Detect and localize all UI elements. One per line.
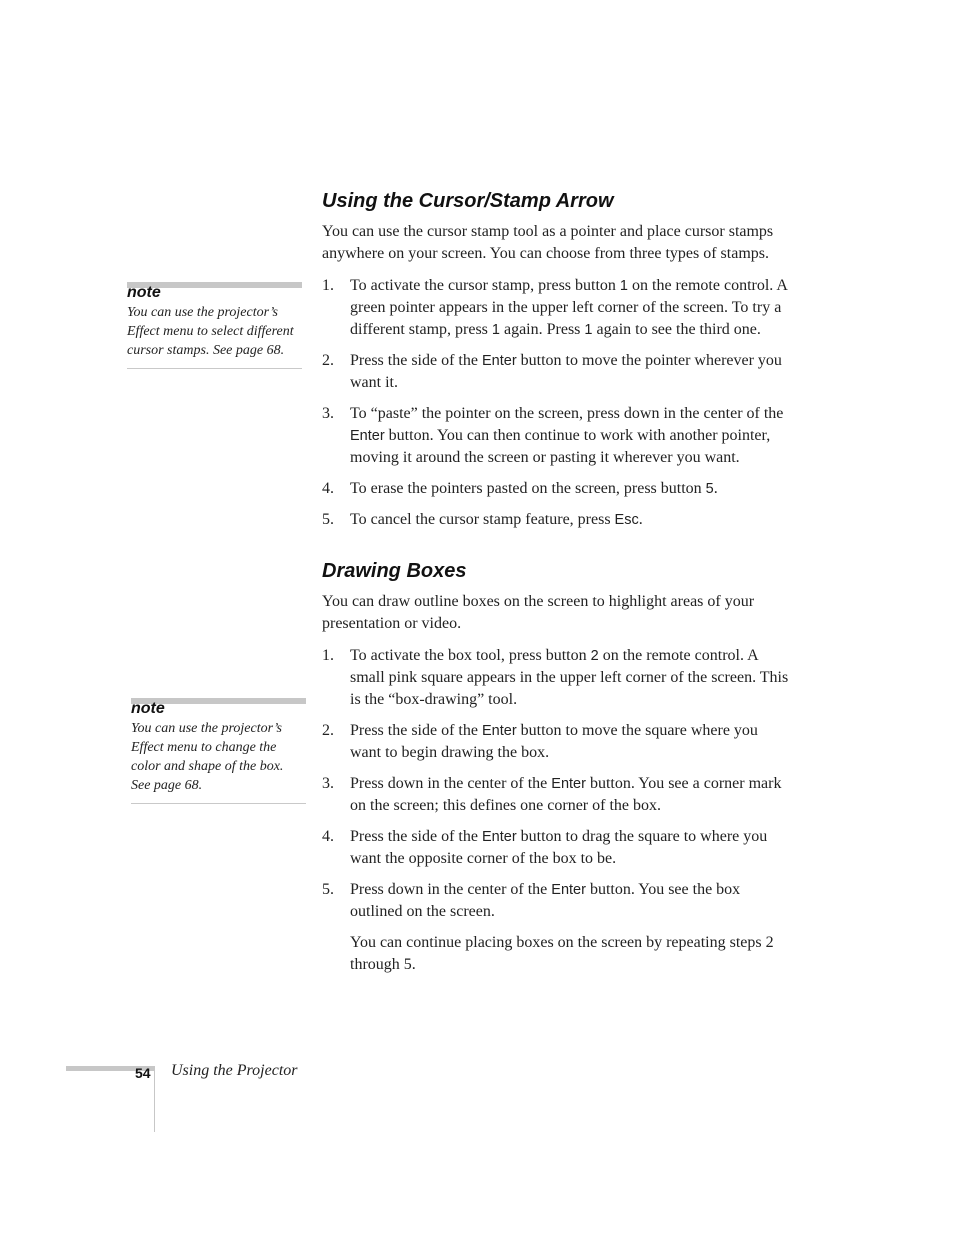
text-fragment: Press the side of the: [350, 722, 482, 739]
key-label: Enter: [481, 353, 517, 369]
step-item: [322, 275, 792, 341]
text-fragment: button to drag the square to where you want the opposite corner of the box to be.: [350, 828, 768, 867]
steps-list-cursor-stamp: [322, 275, 792, 531]
text-fragment: button to move the square where you want to begin drawing the box.: [350, 722, 758, 761]
section-intro: You can use the cursor stamp tool as a pointer and place cursor stamps anywhere on your screen. You can choose from three types of stamps.: [322, 223, 774, 262]
text-fragment: To cancel the cursor stamp feature, press: [350, 511, 615, 528]
step-number: 4.: [322, 480, 334, 497]
note-text: You can use the projector’s Effect menu to select different cursor stamps. See page 68.: [127, 305, 294, 358]
step-text: [350, 277, 787, 338]
text-fragment: To activate the cursor stamp, press button: [350, 277, 620, 294]
key-label: Enter: [551, 776, 586, 792]
key-label: Enter: [481, 723, 517, 739]
text-fragment: button. You see a corner mark on the screen; this defines one corner of the box.: [350, 775, 782, 814]
step-item: [322, 879, 792, 923]
footer-title: Using the Projector: [171, 1062, 298, 1079]
step-item: [322, 826, 792, 870]
text-fragment: on the remote control. A small pink square appears in the upper left corner of the screen. This is the “box-drawing” tool.: [350, 647, 789, 708]
key-label: Enter: [481, 829, 517, 845]
step-item: [322, 403, 792, 469]
step-text: [350, 722, 758, 761]
step-number: 1.: [322, 277, 334, 294]
step-number: 3.: [322, 775, 334, 792]
note-title: note: [127, 284, 161, 301]
step-number: 1.: [322, 647, 334, 664]
text-fragment: To erase the pointers pasted on the screen, press button: [350, 480, 706, 497]
footer-divider: [154, 1066, 155, 1132]
note-text: You can use the projector’s Effect menu to change the color and shape of the box. See page 68.: [131, 721, 284, 793]
step-item: [322, 478, 792, 500]
section-heading-cursor-stamp: Using the Cursor/Stamp Arrow: [322, 190, 614, 212]
key-label: 5: [705, 481, 714, 497]
key-label: 1: [584, 322, 593, 338]
step-number: 4.: [322, 828, 334, 845]
note-divider: [127, 368, 302, 369]
step-number: 5.: [322, 511, 334, 528]
text-fragment: button to move the pointer wherever you want it.: [350, 352, 782, 391]
step-text: [350, 775, 781, 814]
step-item: [322, 509, 792, 531]
side-note-box-color: [131, 698, 306, 804]
steps-list-drawing-boxes: [322, 645, 792, 923]
text-fragment: Press down in the center of the: [350, 775, 552, 792]
step-item: [322, 773, 792, 817]
step-number: 3.: [322, 405, 334, 422]
step-number: 2.: [322, 722, 334, 739]
key-label: 1: [619, 278, 628, 294]
main-content: [322, 188, 792, 976]
text-fragment: To activate the box tool, press button: [350, 647, 591, 664]
step-text: [350, 881, 740, 920]
step-number: 5.: [322, 881, 334, 898]
text-fragment: Press the side of the: [350, 352, 482, 369]
note-divider: [131, 803, 306, 804]
note-title: note: [131, 700, 165, 717]
text-fragment: button. You can then continue to work with another pointer, moving it around the screen or pasting it wherever you want.: [350, 427, 771, 466]
text-fragment: To “paste” the pointer on the screen, press down in the center of the: [350, 405, 784, 422]
section-intro: You can draw outline boxes on the screen to highlight areas of your presentation or video.: [322, 593, 755, 632]
step-text: [350, 480, 718, 497]
text-fragment: on the remote control. A green pointer appears in the upper left corner of the screen. To try a different stamp, press: [350, 277, 788, 338]
side-note-cursor-stamps: [127, 282, 302, 369]
key-label: 2: [590, 648, 599, 664]
step-text: [350, 828, 767, 867]
section-heading-drawing-boxes: Drawing Boxes: [322, 560, 467, 582]
step-item: [322, 645, 792, 711]
key-label: Enter: [551, 882, 586, 898]
continuation-text: You can continue placing boxes on the screen by repeating steps 2 through 5.: [350, 934, 774, 973]
text-fragment: .: [638, 511, 643, 528]
text-fragment: Press down in the center of the: [350, 881, 552, 898]
step-text: [350, 647, 788, 708]
page-number: 54: [135, 1065, 151, 1081]
text-fragment: .: [713, 480, 718, 497]
step-text: [350, 352, 782, 391]
text-fragment: button. You see the box outlined on the screen.: [350, 881, 741, 920]
text-fragment: again to see the third one.: [592, 321, 761, 338]
step-text: [350, 511, 643, 528]
step-number: 2.: [322, 352, 334, 369]
text-fragment: Press the side of the: [350, 828, 482, 845]
step-text: [350, 405, 783, 466]
key-label: 1: [491, 322, 500, 338]
text-fragment: again. Press: [499, 321, 585, 338]
step-item: [322, 720, 792, 764]
key-label: Enter: [350, 428, 385, 444]
key-label: Esc: [614, 512, 639, 528]
step-item: [322, 350, 792, 394]
